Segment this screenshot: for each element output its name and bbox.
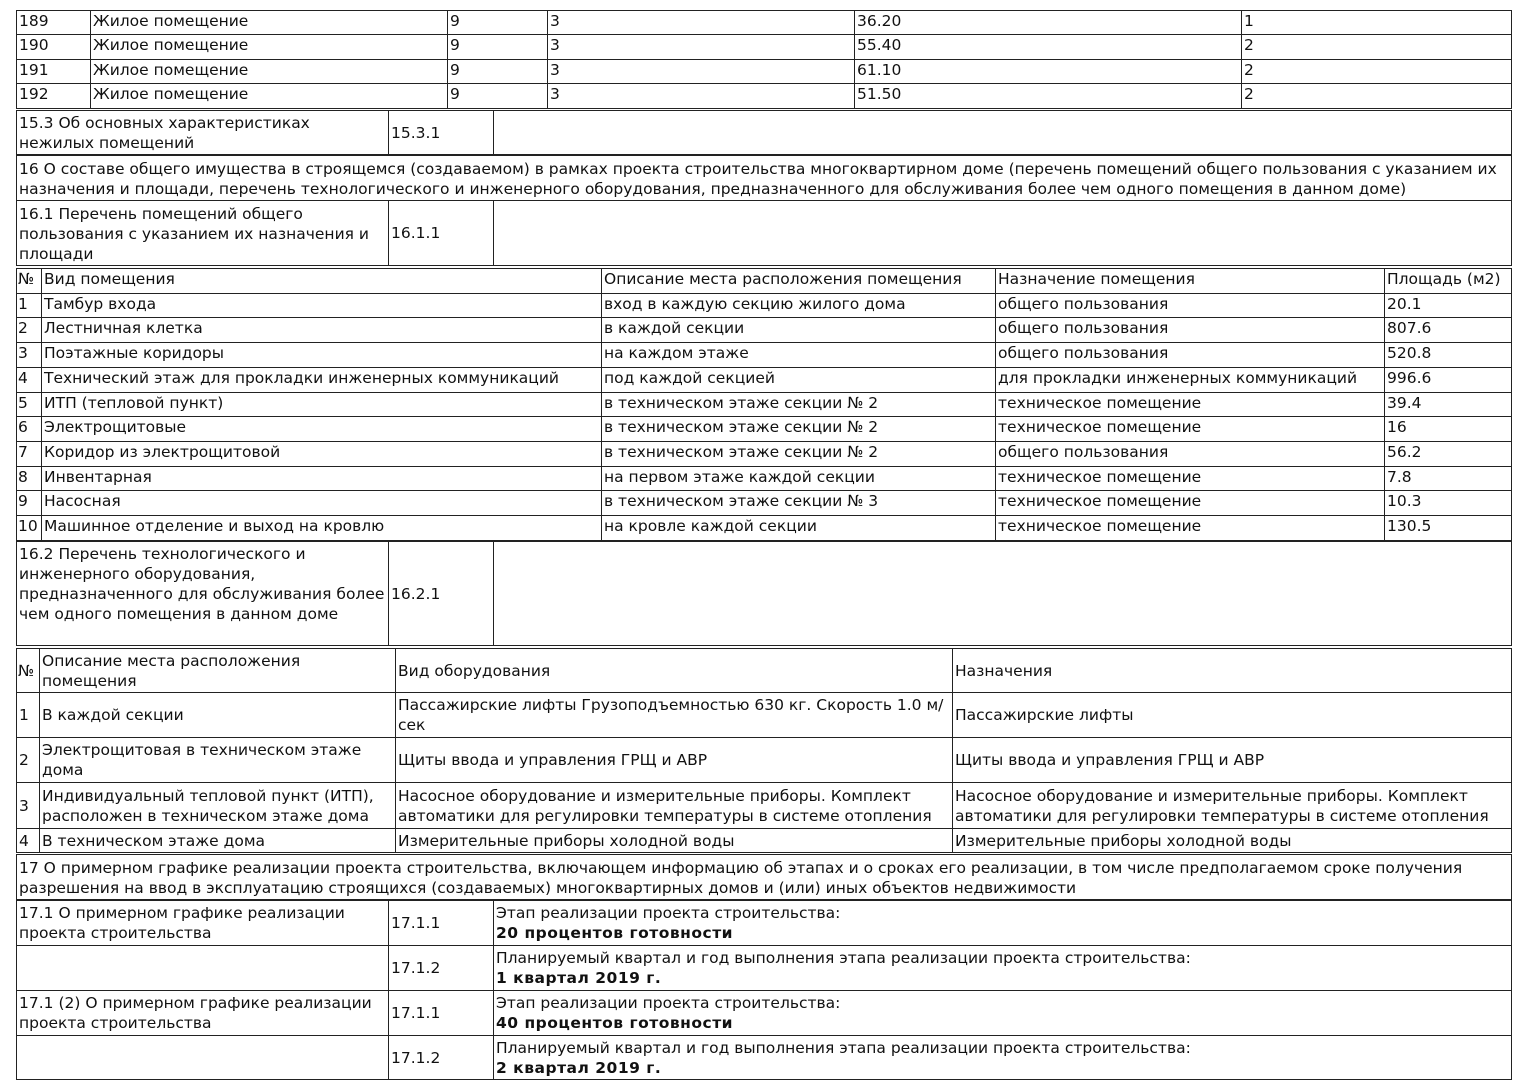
equipment-purpose: Щиты ввода и управления ГРЩ и АВР <box>952 737 1512 783</box>
room-count: 2 <box>1241 83 1512 109</box>
room-purpose: техническое помещение <box>995 466 1386 491</box>
header-room-area: Площадь (м2) <box>1384 268 1512 294</box>
schedule-caption: Планируемый квартал и год выполнения этапа реализации проекта строительства: <box>496 949 1191 967</box>
room-type: Жилое помещение <box>90 34 449 60</box>
room-area: 7.8 <box>1384 466 1512 491</box>
header-room-type: Вид помещения <box>41 268 603 294</box>
room-number: 190 <box>16 34 92 60</box>
equipment-kind: Пассажирские лифты Грузоподъемностью 630 кг. Скорость 1.0 м/сек <box>395 692 954 738</box>
equipment-kind: Насосное оборудование и измерительные приборы. Комплект автоматики для регулировки температуры в системе отопления <box>395 782 954 829</box>
room-type: Коридор из электрощитовой <box>41 441 603 467</box>
room-num: 3 <box>16 342 43 368</box>
header-kind: Вид оборудования <box>395 648 954 693</box>
room-area: 39.4 <box>1384 392 1512 417</box>
room-area: 55.40 <box>854 34 1243 60</box>
schedule-value: 2 квартал 2019 г. <box>496 1059 662 1077</box>
header-room-location: Описание места расположения помещения <box>601 268 997 294</box>
section-value <box>493 200 1512 266</box>
room-num: 10 <box>16 515 43 541</box>
room-purpose: для прокладки инженерных коммуникаций <box>995 367 1386 393</box>
room-type: Жилое помещение <box>90 83 449 109</box>
header-num: № <box>16 648 41 693</box>
schedule-code: 17.1.1 <box>388 900 495 946</box>
room-type: Инвентарная <box>41 466 603 491</box>
room-type: Поэтажные коридоры <box>41 342 603 368</box>
room-purpose: техническое помещение <box>995 416 1386 442</box>
section-label: 15.3 Об основных характеристиках нежилых помещений <box>16 110 390 155</box>
section-label: 16.1 Перечень помещений общего пользования с указанием их назначения и площади <box>16 200 390 266</box>
section-value <box>493 541 1512 646</box>
schedule-code: 17.1.2 <box>388 1035 495 1080</box>
header-purpose: Назначения <box>952 648 1512 693</box>
room-location: в техническом этаже секции № 2 <box>601 416 997 442</box>
room-area: 520.8 <box>1384 342 1512 368</box>
schedule-value: 1 квартал 2019 г. <box>496 969 662 987</box>
room-section: 3 <box>547 34 856 60</box>
schedule-label <box>16 945 390 991</box>
room-area: 51.50 <box>854 83 1243 109</box>
room-type: Лестничная клетка <box>41 317 603 343</box>
equipment-kind: Измерительные приборы холодной воды <box>395 828 954 853</box>
equipment-purpose: Насосное оборудование и измерительные приборы. Комплект автоматики для регулировки температуры в системе отопления <box>952 782 1512 829</box>
room-num: 8 <box>16 466 43 491</box>
section-value <box>493 110 1512 155</box>
room-location: вход в каждую секцию жилого дома <box>601 293 997 318</box>
room-type: Технический этаж для прокладки инженерных коммуникаций <box>41 367 603 393</box>
section-code: 16.2.1 <box>388 541 495 646</box>
equipment-num: 2 <box>16 737 41 783</box>
equipment-purpose: Измерительные приборы холодной воды <box>952 828 1512 853</box>
room-purpose: техническое помещение <box>995 490 1386 516</box>
room-count: 2 <box>1241 59 1512 84</box>
schedule-label: 17.1 (2) О примерном графике реализации проекта строительства <box>16 990 390 1036</box>
room-location: в техническом этаже секции № 3 <box>601 490 997 516</box>
header-location: Описание места расположения помещения <box>39 648 397 693</box>
schedule-cell <box>493 990 1512 1036</box>
room-area: 16 <box>1384 416 1512 442</box>
equipment-location: Электрощитовая в техническом этаже дома <box>39 737 397 783</box>
room-purpose: общего пользования <box>995 441 1386 467</box>
room-section: 3 <box>547 59 856 84</box>
room-num: 2 <box>16 317 43 343</box>
room-floor: 9 <box>447 83 549 109</box>
room-location: в техническом этаже секции № 2 <box>601 441 997 467</box>
section-17-title: 17 О примерном графике реализации проекта строительства, включающем информацию об этапах и о сроках его реализации, в том числе предполагаемом сроке получения разрешения на ввод в эксплуатацию строящихся (создаваемых) многоквартирных домов и (или) иных объектов недвижимости <box>16 854 1512 900</box>
room-purpose: общего пользования <box>995 317 1386 343</box>
equipment-kind: Щиты ввода и управления ГРЩ и АВР <box>395 737 954 783</box>
equipment-location: Индивидуальный тепловой пункт (ИТП), расположен в техническом этаже дома <box>39 782 397 829</box>
equipment-location: В техническом этаже дома <box>39 828 397 853</box>
room-count: 1 <box>1241 10 1512 35</box>
schedule-label <box>16 1035 390 1080</box>
schedule-caption: Этап реализации проекта строительства: <box>496 904 841 922</box>
room-purpose: общего пользования <box>995 342 1386 368</box>
room-type: Жилое помещение <box>90 10 449 35</box>
room-floor: 9 <box>447 10 549 35</box>
room-area: 56.2 <box>1384 441 1512 467</box>
room-floor: 9 <box>447 59 549 84</box>
room-type: Тамбур входа <box>41 293 603 318</box>
room-area: 996.6 <box>1384 367 1512 393</box>
room-section: 3 <box>547 10 856 35</box>
room-location: на каждом этаже <box>601 342 997 368</box>
schedule-cell <box>493 945 1512 991</box>
equipment-num: 4 <box>16 828 41 853</box>
equipment-location: В каждой секции <box>39 692 397 738</box>
room-type: Насосная <box>41 490 603 516</box>
room-num: 5 <box>16 392 43 417</box>
equipment-num: 3 <box>16 782 41 829</box>
room-section: 3 <box>547 83 856 109</box>
room-type: Жилое помещение <box>90 59 449 84</box>
section-16-title: 16 О составе общего имущества в строящемся (создаваемом) в рамках проекта строительства многоквартирном доме (перечень помещений общего пользования с указанием их назначения и площади, перечень технологического и инженерного оборудования, предназначенного для обслуживания более чем одного помещения в данном доме) <box>16 155 1512 201</box>
room-number: 192 <box>16 83 92 109</box>
room-area: 807.6 <box>1384 317 1512 343</box>
room-location: в каждой секции <box>601 317 997 343</box>
room-area: 61.10 <box>854 59 1243 84</box>
room-num: 7 <box>16 441 43 467</box>
schedule-value: 40 процентов готовности <box>496 1014 734 1032</box>
section-code: 15.3.1 <box>388 110 495 155</box>
room-number: 191 <box>16 59 92 84</box>
room-type: ИТП (тепловой пункт) <box>41 392 603 417</box>
room-num: 6 <box>16 416 43 442</box>
equipment-purpose: Пассажирские лифты <box>952 692 1512 738</box>
room-area: 36.20 <box>854 10 1243 35</box>
section-label: 16.2 Перечень технологического и инженерного оборудования, предназначенного для обслуживания более чем одного помещения в данном доме <box>16 541 390 646</box>
room-num: 1 <box>16 293 43 318</box>
schedule-code: 17.1.1 <box>388 990 495 1036</box>
schedule-label: 17.1 О примерном графике реализации проекта строительства <box>16 900 390 946</box>
room-num: 9 <box>16 490 43 516</box>
room-location: в техническом этаже секции № 2 <box>601 392 997 417</box>
room-number: 189 <box>16 10 92 35</box>
room-purpose: техническое помещение <box>995 392 1386 417</box>
room-purpose: техническое помещение <box>995 515 1386 541</box>
schedule-caption: Этап реализации проекта строительства: <box>496 994 841 1012</box>
room-type: Электрощитовые <box>41 416 603 442</box>
schedule-value: 20 процентов готовности <box>496 924 734 942</box>
room-type: Машинное отделение и выход на кровлю <box>41 515 603 541</box>
room-area: 130.5 <box>1384 515 1512 541</box>
room-area: 10.3 <box>1384 490 1512 516</box>
header-room-num: № <box>16 268 43 294</box>
room-floor: 9 <box>447 34 549 60</box>
room-location: под каждой секцией <box>601 367 997 393</box>
schedule-cell <box>493 1035 1512 1080</box>
equipment-num: 1 <box>16 692 41 738</box>
room-count: 2 <box>1241 34 1512 60</box>
room-purpose: общего пользования <box>995 293 1386 318</box>
room-location: на кровле каждой секции <box>601 515 997 541</box>
room-area: 20.1 <box>1384 293 1512 318</box>
room-location: на первом этаже каждой секции <box>601 466 997 491</box>
header-room-purpose: Назначение помещения <box>995 268 1386 294</box>
schedule-cell <box>493 900 1512 946</box>
schedule-code: 17.1.2 <box>388 945 495 991</box>
section-code: 16.1.1 <box>388 200 495 266</box>
room-num: 4 <box>16 367 43 393</box>
schedule-caption: Планируемый квартал и год выполнения этапа реализации проекта строительства: <box>496 1039 1191 1057</box>
